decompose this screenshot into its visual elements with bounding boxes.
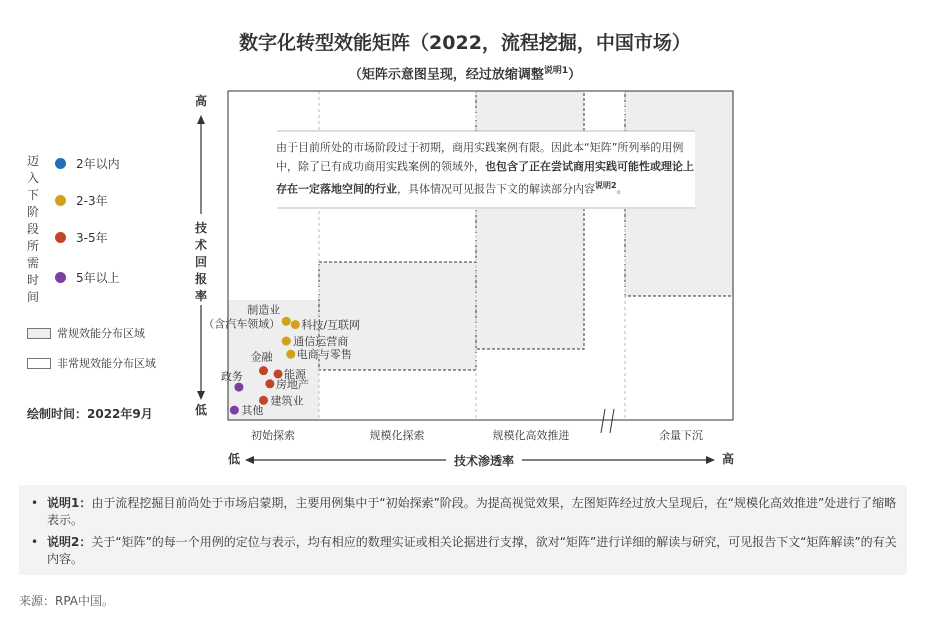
axis-break-mark xyxy=(601,409,605,433)
y-axis-arrowhead-down xyxy=(197,391,205,400)
x-axis-low-label: 低 xyxy=(227,452,241,466)
bullet: • xyxy=(31,496,39,510)
data-point xyxy=(282,337,291,346)
y-axis-low-label: 低 xyxy=(194,403,208,417)
data-point xyxy=(230,406,239,415)
area-legend-label: 非常规效能分布区域 xyxy=(57,357,156,370)
note-2 xyxy=(31,534,897,568)
note-2-title: 说明2： xyxy=(47,535,92,549)
y-axis-label-char: 报 xyxy=(194,272,208,286)
source-note: 来源：RPA中国。 xyxy=(19,594,115,608)
data-point-label: 制造业 xyxy=(247,303,281,317)
data-point xyxy=(265,379,274,388)
x-axis-arrowhead-left xyxy=(245,456,254,464)
y-axis-arrowhead-up xyxy=(197,115,205,124)
data-point-label: 电商与零售 xyxy=(296,348,352,362)
note-1-title: 说明1： xyxy=(47,496,92,510)
data-point-label: （含汽车领域） xyxy=(203,317,281,331)
data-point-label: 建筑业 xyxy=(270,394,304,408)
data-point-label: 其他 xyxy=(241,404,264,418)
x-axis-arrowhead-right xyxy=(706,456,715,464)
region-scale-efficient xyxy=(476,91,584,349)
data-point-label: 通信运营商 xyxy=(293,335,349,349)
drawing-date: 绘制时间：2022年9月 xyxy=(27,407,153,421)
y-axis-label-char: 技 xyxy=(194,221,208,235)
legend-label: 2-3年 xyxy=(76,193,108,208)
note-1-text: 由于流程挖掘目前尚处于市场启蒙期，主要用例集中于“初始探索”阶段。为提高视觉效果，左图矩阵经过放大呈现后，在“规模化高效推进”处进行了缩略表示。 xyxy=(47,496,897,527)
x-axis-high-label: 高 xyxy=(721,452,735,466)
y-axis-label-char: 率 xyxy=(194,289,208,303)
area-legend-label: 常规效能分布区域 xyxy=(57,327,145,340)
note-2-text: 关于“矩阵”的每一个用例的定位与表示，均有相应的数理实证或相关论据进行支撑，欲对“矩阵”进行详细的解读与研究，可见报告下文“矩阵解读”的有关内容。 xyxy=(47,535,897,566)
annotation-part1: 由于目前所处的市场阶段过于初期，商用实践案例有限。因此本“矩阵”所列举的用例中，除了已有成功商用实践案例的领域外， xyxy=(276,141,684,173)
x-stage-label: 初始探索 xyxy=(251,429,295,442)
data-point-label: 金融 xyxy=(250,350,273,364)
annotation-part3: ，具体情况可见报告下文的解读部分内容 xyxy=(397,182,595,196)
y-axis-label-char: 术 xyxy=(194,238,208,252)
y-axis-label-char: 回 xyxy=(194,255,208,269)
x-stage-label: 余量下沉 xyxy=(659,429,703,442)
legend-heading: 迈入下阶段所需时间 xyxy=(27,154,40,304)
notes-panel xyxy=(19,485,907,575)
data-point-label: 科技/互联网 xyxy=(301,318,361,332)
legend-label: 2年以内 xyxy=(76,156,120,171)
axis-break-mark xyxy=(610,409,614,433)
data-point-label: 房地产 xyxy=(275,377,309,391)
annotation-footnote-ref: 说明2 xyxy=(595,181,617,190)
chart-title: 数字化转型效能矩阵（2022，流程挖掘，中国市场） xyxy=(239,32,691,54)
bullet: • xyxy=(31,535,39,549)
legend-label: 3-5年 xyxy=(76,230,108,245)
data-point xyxy=(286,350,295,359)
data-point xyxy=(291,320,300,329)
data-point xyxy=(282,317,291,326)
legend-label: 5年以上 xyxy=(76,270,120,285)
subtitle-close: ） xyxy=(568,67,582,83)
data-point xyxy=(234,383,243,392)
y-axis-label xyxy=(191,214,211,305)
x-stage-labels xyxy=(251,428,703,442)
x-stage-label: 规模化高效推进 xyxy=(492,429,570,442)
data-point-label: 能源 xyxy=(284,367,307,381)
annotation-end: 。 xyxy=(616,182,628,196)
data-point-label: 政务 xyxy=(220,370,243,384)
y-axis-high-label: 高 xyxy=(194,94,208,108)
data-point xyxy=(259,366,268,375)
subtitle-footnote-ref: 说明1 xyxy=(543,66,569,76)
x-axis-label: 技术渗透率 xyxy=(453,454,515,468)
x-stage-label: 规模化探索 xyxy=(369,429,425,442)
note-1 xyxy=(31,495,897,529)
annotation-text xyxy=(276,138,696,199)
subtitle-text: （矩阵示意图呈现，经过放缩调整 xyxy=(348,67,544,83)
annotation-part2: 也包含了正在尝试商用实践可能性或理论上存在一定落地空间的行业 xyxy=(276,160,694,196)
